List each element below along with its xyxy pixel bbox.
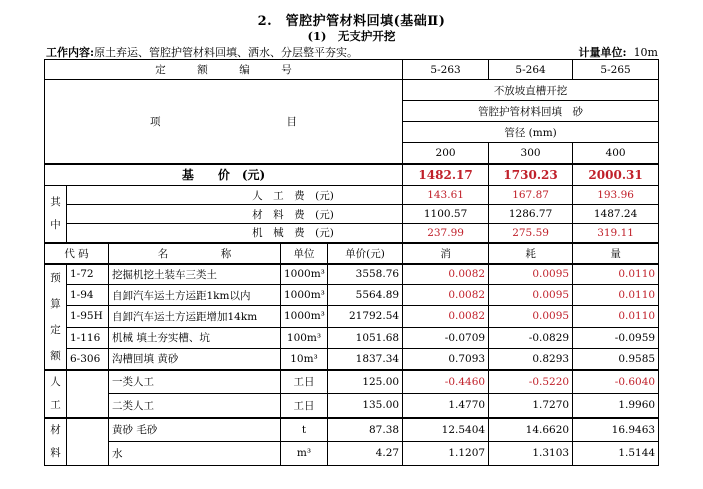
price-header: 单价(元) [328,243,403,264]
row-value: 0.0110 [573,306,659,327]
row-price: 1051.68 [328,327,403,348]
work-content-row [46,44,658,60]
cost-value: 1487.24 [573,205,659,224]
cost-row-material [45,205,659,224]
quota-group-label: 预 算 定 额 [45,264,67,370]
row-unit: 工日 [281,394,328,418]
row-price: 125.00 [328,370,403,394]
row-value: 0.0095 [489,306,573,327]
row-value: 0.0095 [489,264,573,285]
table-row [45,370,659,394]
desc-backfill: 管腔护管材料回填 砂 [403,101,659,122]
table-row [45,394,659,418]
row-price: 4.27 [328,441,403,465]
cost-label: 材 料 费 (元) [67,205,403,224]
row-price: 87.38 [328,418,403,442]
diameter-value: 300 [489,143,573,164]
row-value: -0.4460 [403,370,489,394]
column-header-row [45,243,659,264]
name-header: 名 称 [109,243,281,264]
quota-code-label: 定 额 编 号 [45,60,403,80]
row-name: 机械 填土夯实槽、坑 [109,327,281,348]
row-value: -0.0959 [573,327,659,348]
labor-group-label: 人 工 [45,370,67,418]
row-value: -0.5220 [489,370,573,394]
row-value: 0.0110 [573,285,659,306]
cost-value: 275.59 [489,224,573,243]
quota-table [44,59,659,466]
row-unit: 1000m³ [281,306,328,327]
base-price-value: 1730.23 [489,164,573,186]
row-value: -0.0709 [403,327,489,348]
row-unit: 10m³ [281,348,328,369]
cost-value: 193.96 [573,186,659,205]
table-row [45,306,659,327]
row-unit: 工日 [281,370,328,394]
table-row [45,327,659,348]
work-content-label: 工作内容: [46,46,95,59]
desc-diameter: 管径 (mm) [403,122,659,143]
row-value: 0.0082 [403,285,489,306]
row-value: -0.0829 [489,327,573,348]
material-group-label: 材 料 [45,418,67,466]
consumption-header: 耗 [489,243,573,264]
row-code: 1-116 [67,327,109,348]
row-unit: 1000m³ [281,285,328,306]
row-value: 0.9585 [573,348,659,369]
row-value: 1.1207 [403,441,489,465]
row-value: 12.5404 [403,418,489,442]
table-row [45,418,659,442]
consumption-header: 消 [403,243,489,264]
row-value: 0.0110 [573,264,659,285]
cost-value: 1286.77 [489,205,573,224]
code-header: 代 码 [45,243,109,264]
diameter-value: 400 [573,143,659,164]
quota-code-row [45,60,659,80]
cost-value: 167.87 [489,186,573,205]
quota-code: 5-265 [573,60,659,80]
row-name: 挖掘机挖土装车三类土 [109,264,281,285]
base-price-value: 1482.17 [403,164,489,186]
row-unit: m³ [281,441,328,465]
row-code: 6-306 [67,348,109,369]
unit-info [579,44,659,60]
row-value: 0.8293 [489,348,573,369]
row-name: 黄砂 毛砂 [109,418,281,442]
among-label: 其 中 [45,186,67,243]
cost-value: 1100.57 [403,205,489,224]
section-title: 2. 管腔护管材料回填(基础Ⅱ) [257,14,446,29]
row-name: 二类人工 [109,394,281,418]
row-value: 1.3103 [489,441,573,465]
diameter-value: 200 [403,143,489,164]
row-name: 自卸汽车运土方运距增加14km [109,306,281,327]
unit-label: 计量单位: [578,46,627,59]
row-value: 0.0082 [403,306,489,327]
item-label: 项 目 [45,80,403,164]
cost-label: 人 工 费 (元) [67,186,403,205]
cost-value: 319.11 [573,224,659,243]
row-code: 1-95H [67,306,109,327]
row-value: 1.5144 [573,441,659,465]
cost-label: 机 械 费 (元) [67,224,403,243]
cost-row-labor [45,186,659,205]
section-subtitle: (1) 无支护开挖 [307,29,396,43]
consumption-header: 量 [573,243,659,264]
base-price-value: 2000.31 [573,164,659,186]
row-value: 0.0095 [489,285,573,306]
work-content-text: 原土弃运、管腔护管材料回填、洒水、分层整平夯实。 [94,46,359,59]
row-code: 1-72 [67,264,109,285]
row-price: 21792.54 [328,306,403,327]
row-value: 0.0082 [403,264,489,285]
row-name: 水 [109,441,281,465]
desc-excavation: 不放坡直槽开挖 [403,80,659,101]
base-price-label: 基 价 (元) [45,164,403,186]
quota-code: 5-264 [489,60,573,80]
row-value: 1.4770 [403,394,489,418]
row-value: 1.7270 [489,394,573,418]
quota-code: 5-263 [403,60,489,80]
row-value: 1.9960 [573,394,659,418]
table-row [45,348,659,369]
table-row [45,285,659,306]
cost-value: 143.61 [403,186,489,205]
row-value: -0.6040 [573,370,659,394]
row-price: 3558.76 [328,264,403,285]
row-unit: t [281,418,328,442]
row-unit: 100m³ [281,327,328,348]
row-unit: 1000m³ [281,264,328,285]
row-name: 沟槽回填 黄砂 [109,348,281,369]
table-row [45,441,659,465]
row-value: 16.9463 [573,418,659,442]
base-price-row [45,164,659,186]
cost-row-machine [45,224,659,243]
row-value: 0.7093 [403,348,489,369]
row-value: 14.6620 [489,418,573,442]
row-code: 1-94 [67,285,109,306]
row-price: 5564.89 [328,285,403,306]
row-name: 一类人工 [109,370,281,394]
table-row [45,264,659,285]
row-name: 自卸汽车运土方运距1km以内 [109,285,281,306]
row-price: 135.00 [328,394,403,418]
cost-value: 237.99 [403,224,489,243]
unit-value: 10m [633,46,658,59]
row-price: 1837.34 [328,348,403,369]
unit-header: 单位 [281,243,328,264]
